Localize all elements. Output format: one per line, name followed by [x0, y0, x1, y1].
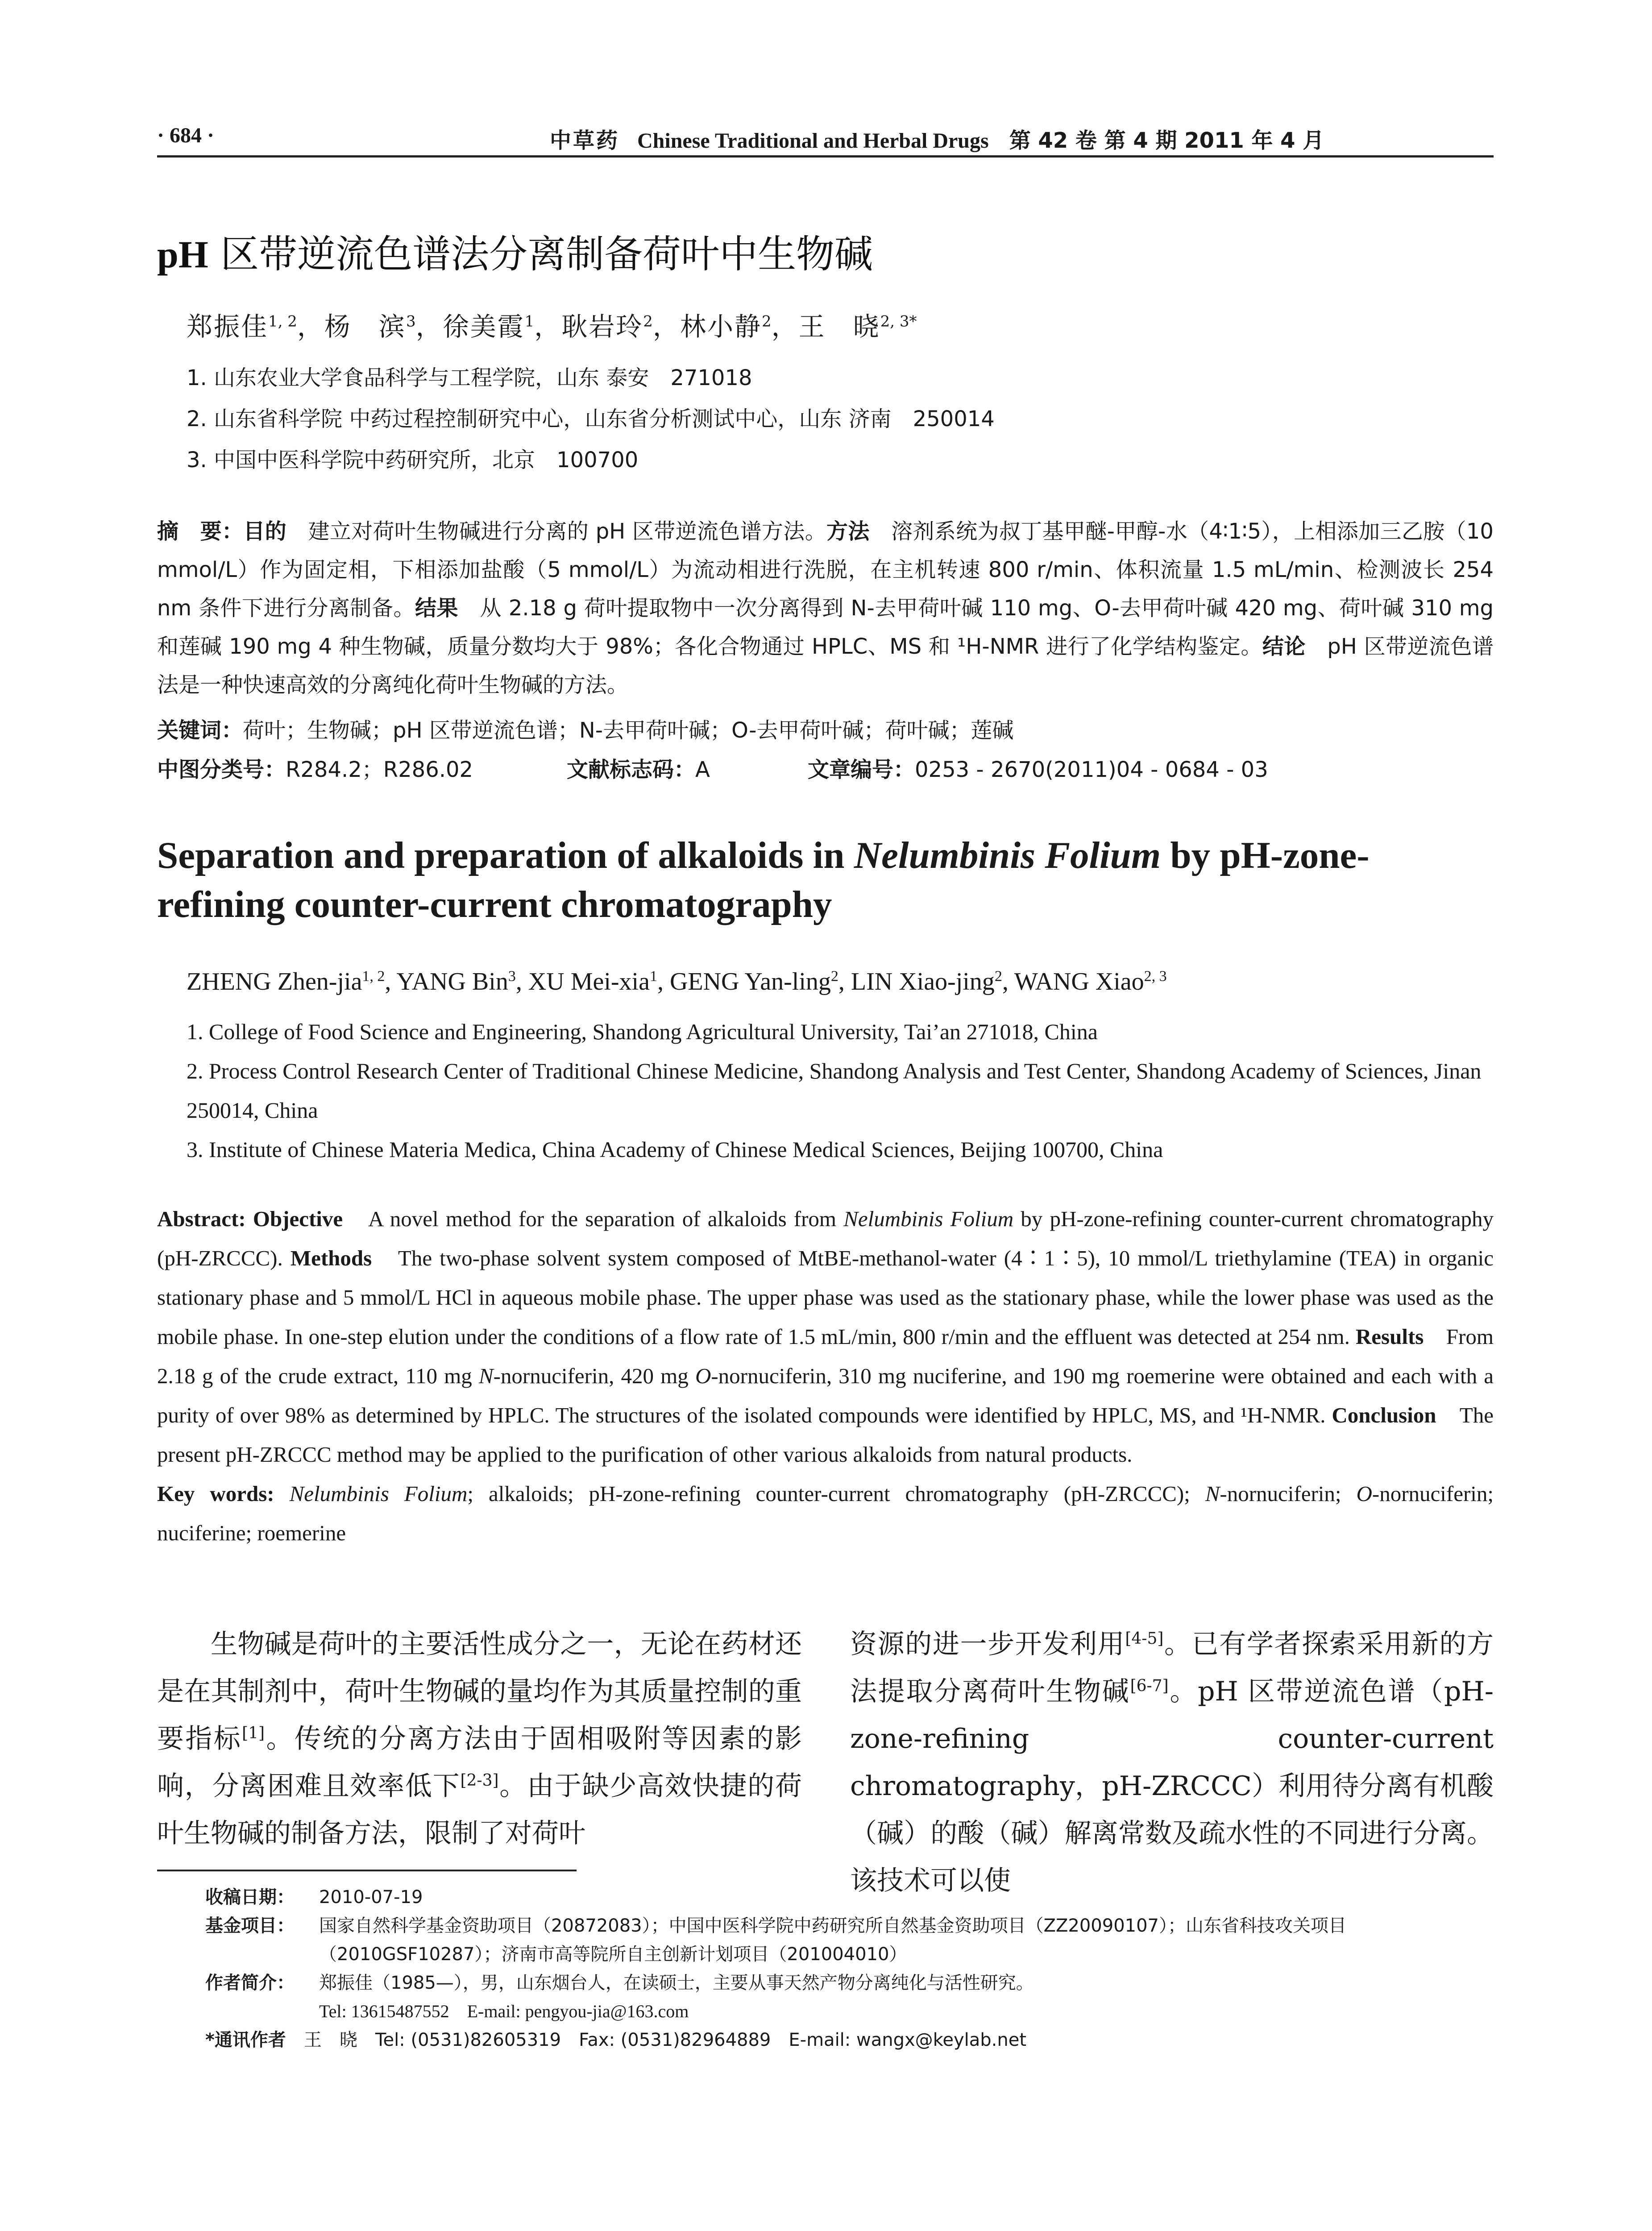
footnote-text: 郑振佳（1985—），男，山东烟台人，在读硕士，主要从事天然产物分离纯化与活性研究。 [319, 1973, 1034, 1993]
clc-value: R284.2；R286.02 [286, 757, 473, 782]
footnote-fund [205, 1912, 1497, 1940]
footnote-label: 基金项目： [205, 1916, 295, 1936]
cn-keywords-text: 荷叶；生物碱；pH 区带逆流色谱；N-去甲荷叶碱；O-去甲荷叶碱；荷叶碱；莲碱 [243, 718, 1014, 743]
citation: [6-7] [1130, 1677, 1169, 1695]
en-abstract [157, 1199, 1494, 1553]
cn-objective: 建立对荷叶生物碱进行分离的 pH 区带逆流色谱方法。 [286, 519, 827, 544]
journal-name-cn: 中草药 [550, 128, 620, 153]
en-results: From 2.18 g of the crude extract, 110 mg [157, 1324, 1494, 1388]
en-title-part: Separation and preparation of alkaloids in [157, 834, 854, 876]
cn-author-name: 徐美霞 [443, 311, 525, 342]
cn-keywords [157, 713, 1014, 744]
en-methods: The two-phase solvent system composed of MtBE-methanol-water (4∶1∶5), 10 mmol/L triethylamine (TEA) in organic stationary phase and 5 mmol/L HCl in aqueous mobile phase. The upper phase was used as the stationary phase, while the lower phase was used as the mobile phase. In one-step elution under the conditions of a flow rate of 1.5 mL/min, 800 r/min and the effluent was detected at 254 nm. [157, 1246, 1494, 1349]
cn-title-ph: pH [157, 233, 208, 276]
article-no-value: 0253 - 2670(2011)04 - 0684 - 03 [915, 757, 1268, 782]
en-author-name: ZHENG Zhen-jia [187, 968, 362, 995]
cn-affiliation: 3. 中国中医科学院中药研究所，北京 100700 [187, 448, 639, 473]
cn-affiliation: 2. 山东省科学院 中药过程控制研究中心，山东省分析测试中心，山东 济南 250014 [187, 406, 995, 431]
en-results: -nornuciferin, 310 mg nuciferine, and 190 mg roemerine were obtained and each with a purity of over 98% as determined by HPLC. The structures of the isolated compounds were identified by HPLC, MS, and ¹H-NMR. [157, 1364, 1494, 1427]
en-affiliation: 2. Process Control Research Center of Traditional Chinese Medicine, Shandong Analysis and Test Center, Shandong Academy of Sciences, Jinan 250014, China [187, 1058, 1482, 1123]
cn-authors: 郑振佳$^{1, 2}$，杨 滨$^3$，徐美霞$^1$，耿岩玲$^2$，林小静$^2$，王 晓$^{2, 3*}$ [187, 311, 917, 342]
en-author-name: XU Mei-xia [528, 968, 650, 995]
doccode-value: A [695, 757, 710, 782]
en-author-sup: 1 [649, 968, 657, 985]
en-results: -nornuciferin, 420 mg [493, 1364, 695, 1388]
en-objective: A novel method for the separation of alkaloids from [343, 1207, 844, 1231]
cn-conclusion: pH 区带逆流色谱法是一种快速高效的分离纯化荷叶生物碱的方法。 [157, 634, 1494, 697]
cn-title [157, 223, 873, 278]
doccode-label: 文献标志码： [567, 757, 696, 782]
page-number: · 684 · [157, 124, 215, 147]
cn-methods-label: 方法 [826, 519, 870, 544]
en-methods-label: Methods [290, 1246, 372, 1270]
footnote-author [205, 1969, 1497, 1997]
en-keyword-italic: Nelumbinis Folium [289, 1481, 468, 1506]
cn-author-sup: 2, 3* [880, 312, 917, 331]
en-title [157, 831, 1496, 929]
en-author-sup: 2 [830, 968, 838, 985]
journal-name-en: Chinese Traditional and Herbal Drugs [637, 129, 989, 153]
en-results-label: Results [1355, 1324, 1424, 1349]
cn-author-name: 杨 滨 [324, 311, 406, 342]
en-abstract-label: Abstract: [157, 1207, 253, 1231]
en-author-sup: 1, 2 [362, 968, 385, 985]
footnote-text: 国家自然科学基金资助项目（20872083）；中国中医科学院中药研究所自然基金资助项目（ZZ20090107）；山东省科技攻关项目 [319, 1916, 1346, 1936]
en-objective-italic: Nelumbinis Folium [843, 1207, 1014, 1231]
footnote-divider [157, 1870, 577, 1871]
en-author-sup: 3 [508, 968, 516, 985]
en-title-italic: Nelumbinis Folium [854, 834, 1161, 876]
article-no-line [808, 752, 1268, 783]
clc-label: 中图分类号： [157, 757, 286, 782]
clc-line [157, 752, 473, 783]
en-keywords: -nornuciferin; nuciferine; roemerine [157, 1481, 1494, 1545]
body-column-left [157, 1621, 802, 1857]
cn-title-text: 区带逆流色谱法分离制备荷叶中生物碱 [208, 232, 873, 277]
article-no-label: 文章编号： [808, 757, 915, 782]
cn-author-name: 耿岩玲 [561, 311, 643, 342]
cn-author-sup: 3 [406, 312, 416, 331]
cn-methods: 溶剂系统为叔丁基甲醚-甲醇-水（4∶1∶5），上相添加三乙胺（10 mmol/L）作为固定相，下相添加盐酸（5 mmol/L）为流动相进行洗脱，在主机转速 800 r/min、体积流量 1.5 mL/min、检测波长 254 nm 条件下进行分离制备。 [157, 519, 1494, 621]
cn-abstract [157, 512, 1494, 704]
footnote-text: 王 晓 Tel: (0531)82605319 Fax: (0531)82964889 E-mail: wangx@keylab.net [286, 2030, 1027, 2050]
footnote-label: 作者简介： [205, 1973, 295, 1993]
en-author-name: YANG Bin [396, 968, 508, 995]
footnote-author-contact: Tel: 13615487552 E-mail: pengyou-jia@163.com [319, 2001, 689, 2021]
cn-author-sup: 1 [524, 312, 535, 331]
cn-abstract-label: 摘 要： [157, 519, 244, 544]
body-text: 生物碱是荷叶的主要活性成分之一，无论在药材还是在其制剂中，荷叶生物碱的量均作为其质量控制的重要指标 [157, 1629, 802, 1754]
en-objective: by pH-zone-refining counter-current chromatography (pH-ZRCCC). [157, 1207, 1494, 1270]
footnote-label: 收稿日期： [205, 1887, 295, 1908]
en-keywords: ; alkaloids; pH-zone-refining counter-current chromatography (pH-ZRCCC); [467, 1481, 1205, 1506]
cn-keywords-label: 关键词： [157, 718, 243, 743]
cn-objective-label: 目的 [243, 519, 287, 544]
body-text: 资源的进一步开发利用 [850, 1629, 1125, 1660]
en-conclusion: The present pH-ZRCCC method may be applied to the purification of other various alkaloids from natural products. [157, 1403, 1494, 1467]
en-author-name: LIN Xiao-jing [851, 968, 995, 995]
en-title-part: by pH-zone-refining counter-current chromatography [157, 834, 1370, 925]
cn-results-label: 结果 [415, 596, 459, 621]
doccode-line [567, 752, 710, 783]
en-authors: ZHENG Zhen-jia$^{1, 2}$, YANG Bin$^3$, XU Mei-xia$^1$, GENG Yan-ling$^2$, LIN Xiao-jing$^2$, WANG Xiao$^{2, 3}$ [187, 968, 1167, 995]
journal-volume: 第 42 卷 第 4 期 2011 年 4 月 [1009, 128, 1324, 153]
footnote-label: *通讯作者 [205, 2030, 286, 2050]
cn-author-name: 林小静 [680, 311, 762, 342]
footnote-corresponding [205, 2026, 1497, 2054]
en-conclusion-label: Conclusion [1332, 1403, 1436, 1427]
body-text: 。pH 区带逆流色谱（pH-zone-refining counter-current chromatography，pH-ZRCCC）利用待分离有机酸（碱）的酸（碱）解离常数及疏水性的不同进行分离。该技术可以使 [850, 1676, 1494, 1896]
en-results-italic: N [478, 1364, 494, 1388]
en-objective-label: Objective [253, 1207, 343, 1231]
cn-author-sup: 1, 2 [268, 312, 297, 331]
en-keywords: -nornuciferin; [1220, 1481, 1357, 1506]
en-keyword-italic: O [1356, 1481, 1372, 1506]
en-author-name: WANG Xiao [1014, 968, 1144, 995]
en-keywords-label: Key words: [157, 1481, 290, 1506]
en-keyword-italic: N [1205, 1481, 1220, 1506]
en-author-name: GENG Yan-ling [669, 968, 831, 995]
body-text: 。已有学者探索采用新的方法提取分离荷叶生物碱 [850, 1629, 1494, 1707]
cn-author-name: 王 晓 [798, 311, 880, 342]
body-text: 。传统的分离方法由于固相吸附等因素的影响，分离困难且效率低下 [157, 1723, 802, 1802]
cn-author-sup: 2 [643, 312, 653, 331]
citation: [2-3] [460, 1771, 499, 1790]
body-text: 。由于缺少高效快捷的荷叶生物碱的制备方法，限制了对荷叶 [157, 1771, 802, 1849]
running-header [157, 120, 1494, 158]
en-affiliation: 1. College of Food Science and Engineering, Shandong Agricultural University, Tai’an 271018, China [187, 1019, 1098, 1044]
cn-author-name: 郑振佳 [187, 311, 269, 342]
footnote-text: 2010-07-19 [319, 1887, 423, 1908]
en-results-italic: O [695, 1364, 711, 1388]
cn-conclusion-label: 结论 [1262, 634, 1306, 659]
citation: [1] [242, 1724, 265, 1742]
cn-affiliation: 1. 山东农业大学食品科学与工程学院，山东 泰安 271018 [187, 365, 752, 390]
citation: [4-5] [1125, 1630, 1164, 1648]
footnotes [205, 1883, 1497, 2054]
en-author-sup: 2, 3 [1144, 968, 1167, 985]
footnote-fund-cont: （2010GSF10287）；济南市高等院所自主创新计划项目（201004010） [319, 1944, 907, 1965]
body-column-right [850, 1621, 1494, 1904]
journal-title [550, 123, 1324, 154]
en-author-sup: 2 [994, 968, 1002, 985]
en-affiliation-2 [187, 1051, 1494, 1130]
cn-results: 从 2.18 g 荷叶提取物中一次分离得到 N-去甲荷叶碱 110 mg、O-去甲荷叶碱 420 mg、荷叶碱 310 mg 和莲碱 190 mg 4 种生物碱，质量分数均大于 98%；各化合物通过 HPLC、MS 和 ¹H-NMR 进行了化学结构鉴定。 [157, 596, 1494, 659]
cn-author-sup: 2 [761, 312, 772, 331]
en-affiliation: 3. Institute of Chinese Materia Medica, China Academy of Chinese Medical Sciences, Beijing 100700, China [187, 1137, 1163, 1162]
footnote-received [205, 1883, 1497, 1912]
